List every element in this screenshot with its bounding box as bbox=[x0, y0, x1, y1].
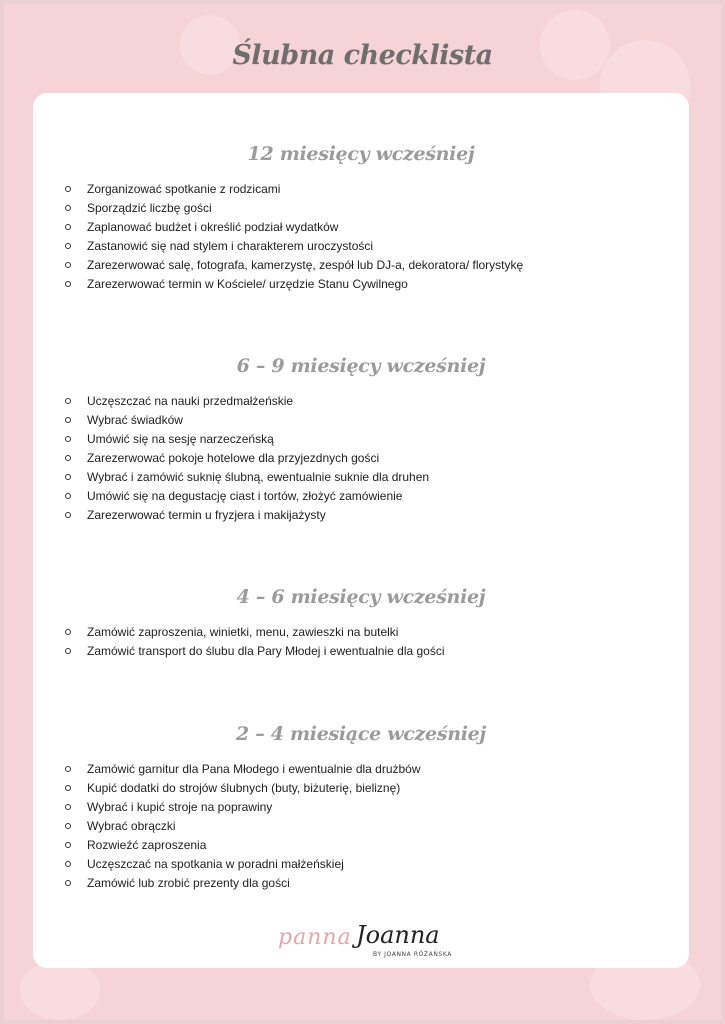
circle-bullet-icon bbox=[65, 629, 71, 635]
checklist-item: Uczęszczać na nauki przedmałżeńskie bbox=[33, 392, 689, 411]
circle-bullet-icon bbox=[65, 804, 71, 810]
section-12-months bbox=[33, 143, 689, 294]
circle-bullet-icon bbox=[65, 880, 71, 886]
background-flower bbox=[20, 960, 100, 1020]
circle-bullet-icon bbox=[65, 224, 71, 230]
checklist-card bbox=[33, 93, 689, 968]
checklist-item: Zamówić zaproszenia, winietki, menu, zawieszki na butelki bbox=[33, 623, 689, 642]
checklist-item: Zaplanować budżet i określić podział wydatków bbox=[33, 218, 689, 237]
checklist-item: Uczęszczać na spotkania w poradni małżeńskiej bbox=[33, 855, 689, 874]
logo-part-joanna: Joanna bbox=[356, 921, 440, 949]
circle-bullet-icon bbox=[65, 861, 71, 867]
checklist-item: Wybrać świadków bbox=[33, 411, 689, 430]
circle-bullet-icon bbox=[65, 493, 71, 499]
circle-bullet-icon bbox=[65, 512, 71, 518]
checklist-item: Zarezerwować termin w Kościele/ urzędzie Stanu Cywilnego bbox=[33, 275, 689, 294]
checklist-item: Wybrać i zamówić suknię ślubną, ewentualnie suknie dla druhen bbox=[33, 468, 689, 487]
circle-bullet-icon bbox=[65, 648, 71, 654]
checklist-item: Umówić się na degustację ciast i tortów, złożyć zamówienie bbox=[33, 487, 689, 506]
logo bbox=[278, 921, 458, 961]
checklist-item: Sporządzić liczbę gości bbox=[33, 199, 689, 218]
checklist-item: Zarezerwować salę, fotografa, kamerzystę, zespół lub DJ-a, dekoratora/ florystykę bbox=[33, 256, 689, 275]
circle-bullet-icon bbox=[65, 785, 71, 791]
section-heading: 2 – 4 miesiące wcześniej bbox=[236, 723, 486, 745]
checklist-item: Zamówić transport do ślubu dla Pary Młodej i ewentualnie dla gości bbox=[33, 642, 689, 661]
checklist-item: Zastanowić się nad stylem i charakterem uroczystości bbox=[33, 237, 689, 256]
checklist-item: Rozwieźć zaproszenia bbox=[33, 836, 689, 855]
checklist-item: Zarezerwować pokoje hotelowe dla przyjezdnych gości bbox=[33, 449, 689, 468]
circle-bullet-icon bbox=[65, 281, 71, 287]
logo-part-panna: panna bbox=[278, 925, 352, 950]
circle-bullet-icon bbox=[65, 436, 71, 442]
checklist bbox=[33, 623, 689, 661]
circle-bullet-icon bbox=[65, 474, 71, 480]
checklist bbox=[33, 760, 689, 893]
section-heading: 4 – 6 miesięcy wcześniej bbox=[236, 586, 486, 608]
circle-bullet-icon bbox=[65, 823, 71, 829]
checklist bbox=[33, 392, 689, 525]
page-title: Ślubna checklista bbox=[232, 40, 493, 71]
logo-subtitle: BY JOANNA RÓŻAŃSKA bbox=[373, 951, 452, 958]
circle-bullet-icon bbox=[65, 186, 71, 192]
circle-bullet-icon bbox=[65, 243, 71, 249]
circle-bullet-icon bbox=[65, 417, 71, 423]
checklist-item: Zarezerwować termin u fryzjera i makijażysty bbox=[33, 506, 689, 525]
checklist-item: Kupić dodatki do strojów ślubnych (buty, biżuterię, bieliznę) bbox=[33, 779, 689, 798]
checklist-item: Zamówić garnitur dla Pana Młodego i ewentualnie dla drużbów bbox=[33, 760, 689, 779]
section-4-6-months bbox=[33, 586, 689, 661]
circle-bullet-icon bbox=[65, 205, 71, 211]
circle-bullet-icon bbox=[65, 398, 71, 404]
circle-bullet-icon bbox=[65, 262, 71, 268]
checklist-item: Zorganizować spotkanie z rodzicami bbox=[33, 180, 689, 199]
circle-bullet-icon bbox=[65, 842, 71, 848]
circle-bullet-icon bbox=[65, 455, 71, 461]
checklist bbox=[33, 180, 689, 294]
circle-bullet-icon bbox=[65, 766, 71, 772]
section-heading: 6 – 9 miesięcy wcześniej bbox=[236, 355, 486, 377]
checklist-item: Wybrać obrączki bbox=[33, 817, 689, 836]
section-2-4-months bbox=[33, 723, 689, 893]
section-heading: 12 miesięcy wcześniej bbox=[247, 143, 475, 165]
checklist-item: Umówić się na sesję narzeczeńską bbox=[33, 430, 689, 449]
section-6-9-months bbox=[33, 355, 689, 525]
checklist-item: Zamówić lub zrobić prezenty dla gości bbox=[33, 874, 689, 893]
checklist-item: Wybrać i kupić stroje na poprawiny bbox=[33, 798, 689, 817]
